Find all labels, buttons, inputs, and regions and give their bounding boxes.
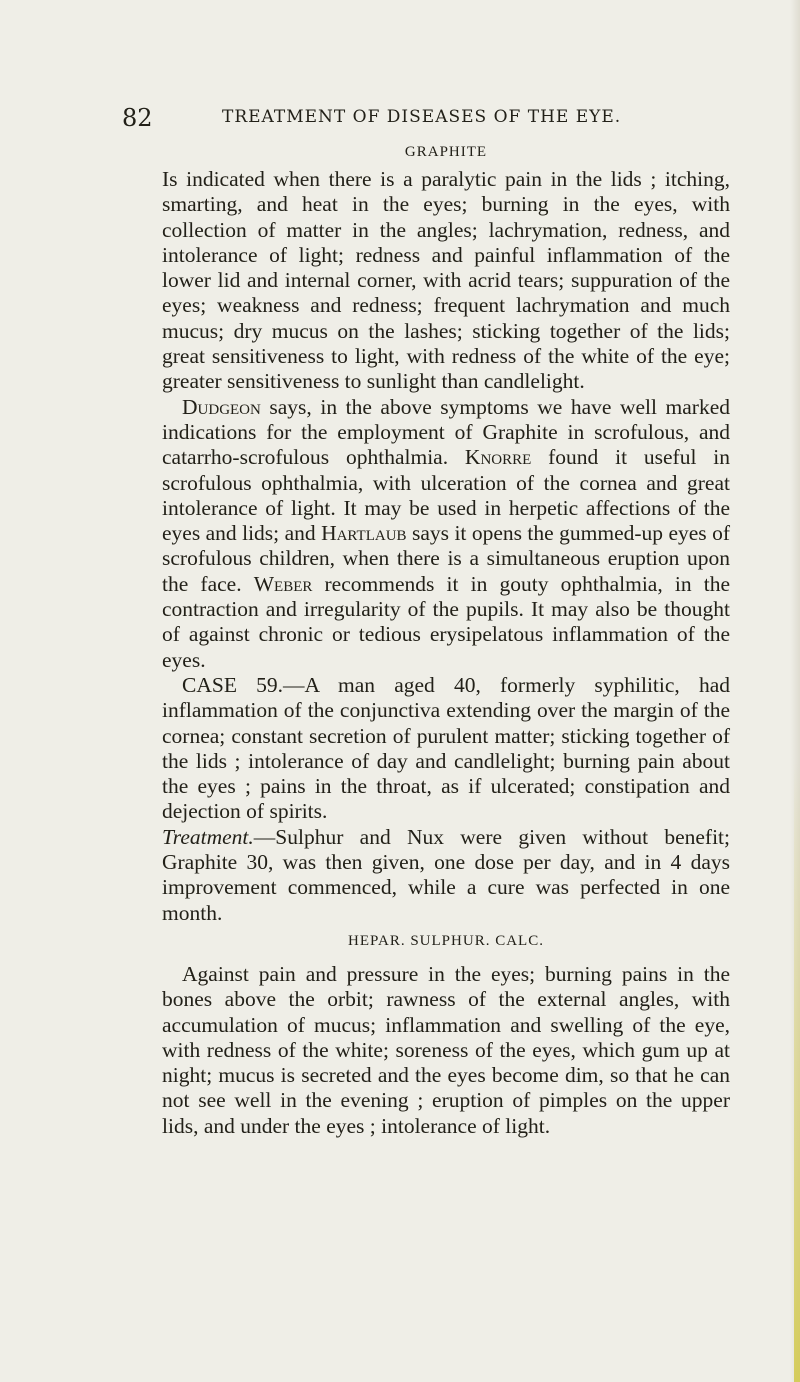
section-heading-hepar: HEPAR. SULPHUR. CALC. xyxy=(348,932,544,949)
running-title: TREATMENT OF DISEASES OF THE EYE. xyxy=(222,107,622,127)
author-dudgeon: Dudgeon xyxy=(182,394,261,419)
author-weber: Weber xyxy=(253,571,313,596)
author-hartlaub: Hartlaub xyxy=(321,521,407,546)
treatment-label: Treatment. xyxy=(162,824,254,849)
para2-part-c: says it opens the gummed-up eyes of scrofulous children, when there is a simultaneous eruption upon the face. xyxy=(162,521,730,596)
page-number: 82 xyxy=(122,104,153,132)
graphite-authorities-paragraph xyxy=(162,395,730,673)
page-edge-stain xyxy=(794,762,800,1382)
page-body xyxy=(162,141,730,1139)
para2-part-a: says, in the above symptoms we have well marked indications for the employment of Graphite in scrofulous, and catarrho-scrofulous ophthalmia. xyxy=(162,394,730,470)
hepar-indications-paragraph: Against pain and pressure in the eyes; burning pains in the bones above the orbit; rawness of the external angles, with accumulation of mucus; inflammation and swelling of the eye, with redness of the white; soreness of the eyes, which gum up at night; mucus is secreted and the eyes become dim, so that he can not see well in the evening ; eruption of pimples on the upper lids, and under the eyes ; intolerance of light. xyxy=(162,961,730,1138)
case-59-paragraph: CASE 59.—A man aged 40, formerly syphilitic, had inflammation of the conjunctiva extending over the margin of the cornea; constant secretion of purulent matter; sticking together of the lids ; intolerance of day and candlelight; burning pain about the eyes ; pains in the throat, as if ulcerated; constipation and dejection of spirits. xyxy=(162,672,730,824)
para2-part-b: found it useful in scrofulous ophthalmia, with ulceration of the cornea and great intolerance of light. It may be used in herpetic affections of the eyes and lids; and xyxy=(162,445,730,546)
para2-part-d: recommends it in gouty ophthalmia, in the contraction and irregularity of the pupils. It may also be thought of against chronic or tedious erysipelatous inflammation of the eyes. xyxy=(162,571,730,672)
treatment-text: —Sulphur and Nux were given without benefit; Graphite 30, was then given, one dose per day, and in 4 days improvement commenced, while a cure was perfected in one month. xyxy=(162,824,730,925)
author-knorre: Knorre xyxy=(464,445,532,470)
running-head xyxy=(122,104,742,138)
section-heading-graphite: GRAPHITE xyxy=(404,144,488,160)
graphite-indications-paragraph: Is indicated when there is a paralytic pain in the lids ; itching, smarting, and heat in the eyes; burning in the eyes, with collection of matter in the angles; lachrymation, redness, and intolerance of light; redness and painful inflammation of the lower lid and internal corner, with acrid tears; suppuration of the eyes; weakness and redness; frequent lachrymation and much mucus; dry mucus on the lashes; sticking together of the lids; great sensitiveness to light, with redness of the white of the eye; greater sensitiveness to sunlight than candlelight. xyxy=(162,167,730,394)
treatment-paragraph xyxy=(162,825,730,926)
